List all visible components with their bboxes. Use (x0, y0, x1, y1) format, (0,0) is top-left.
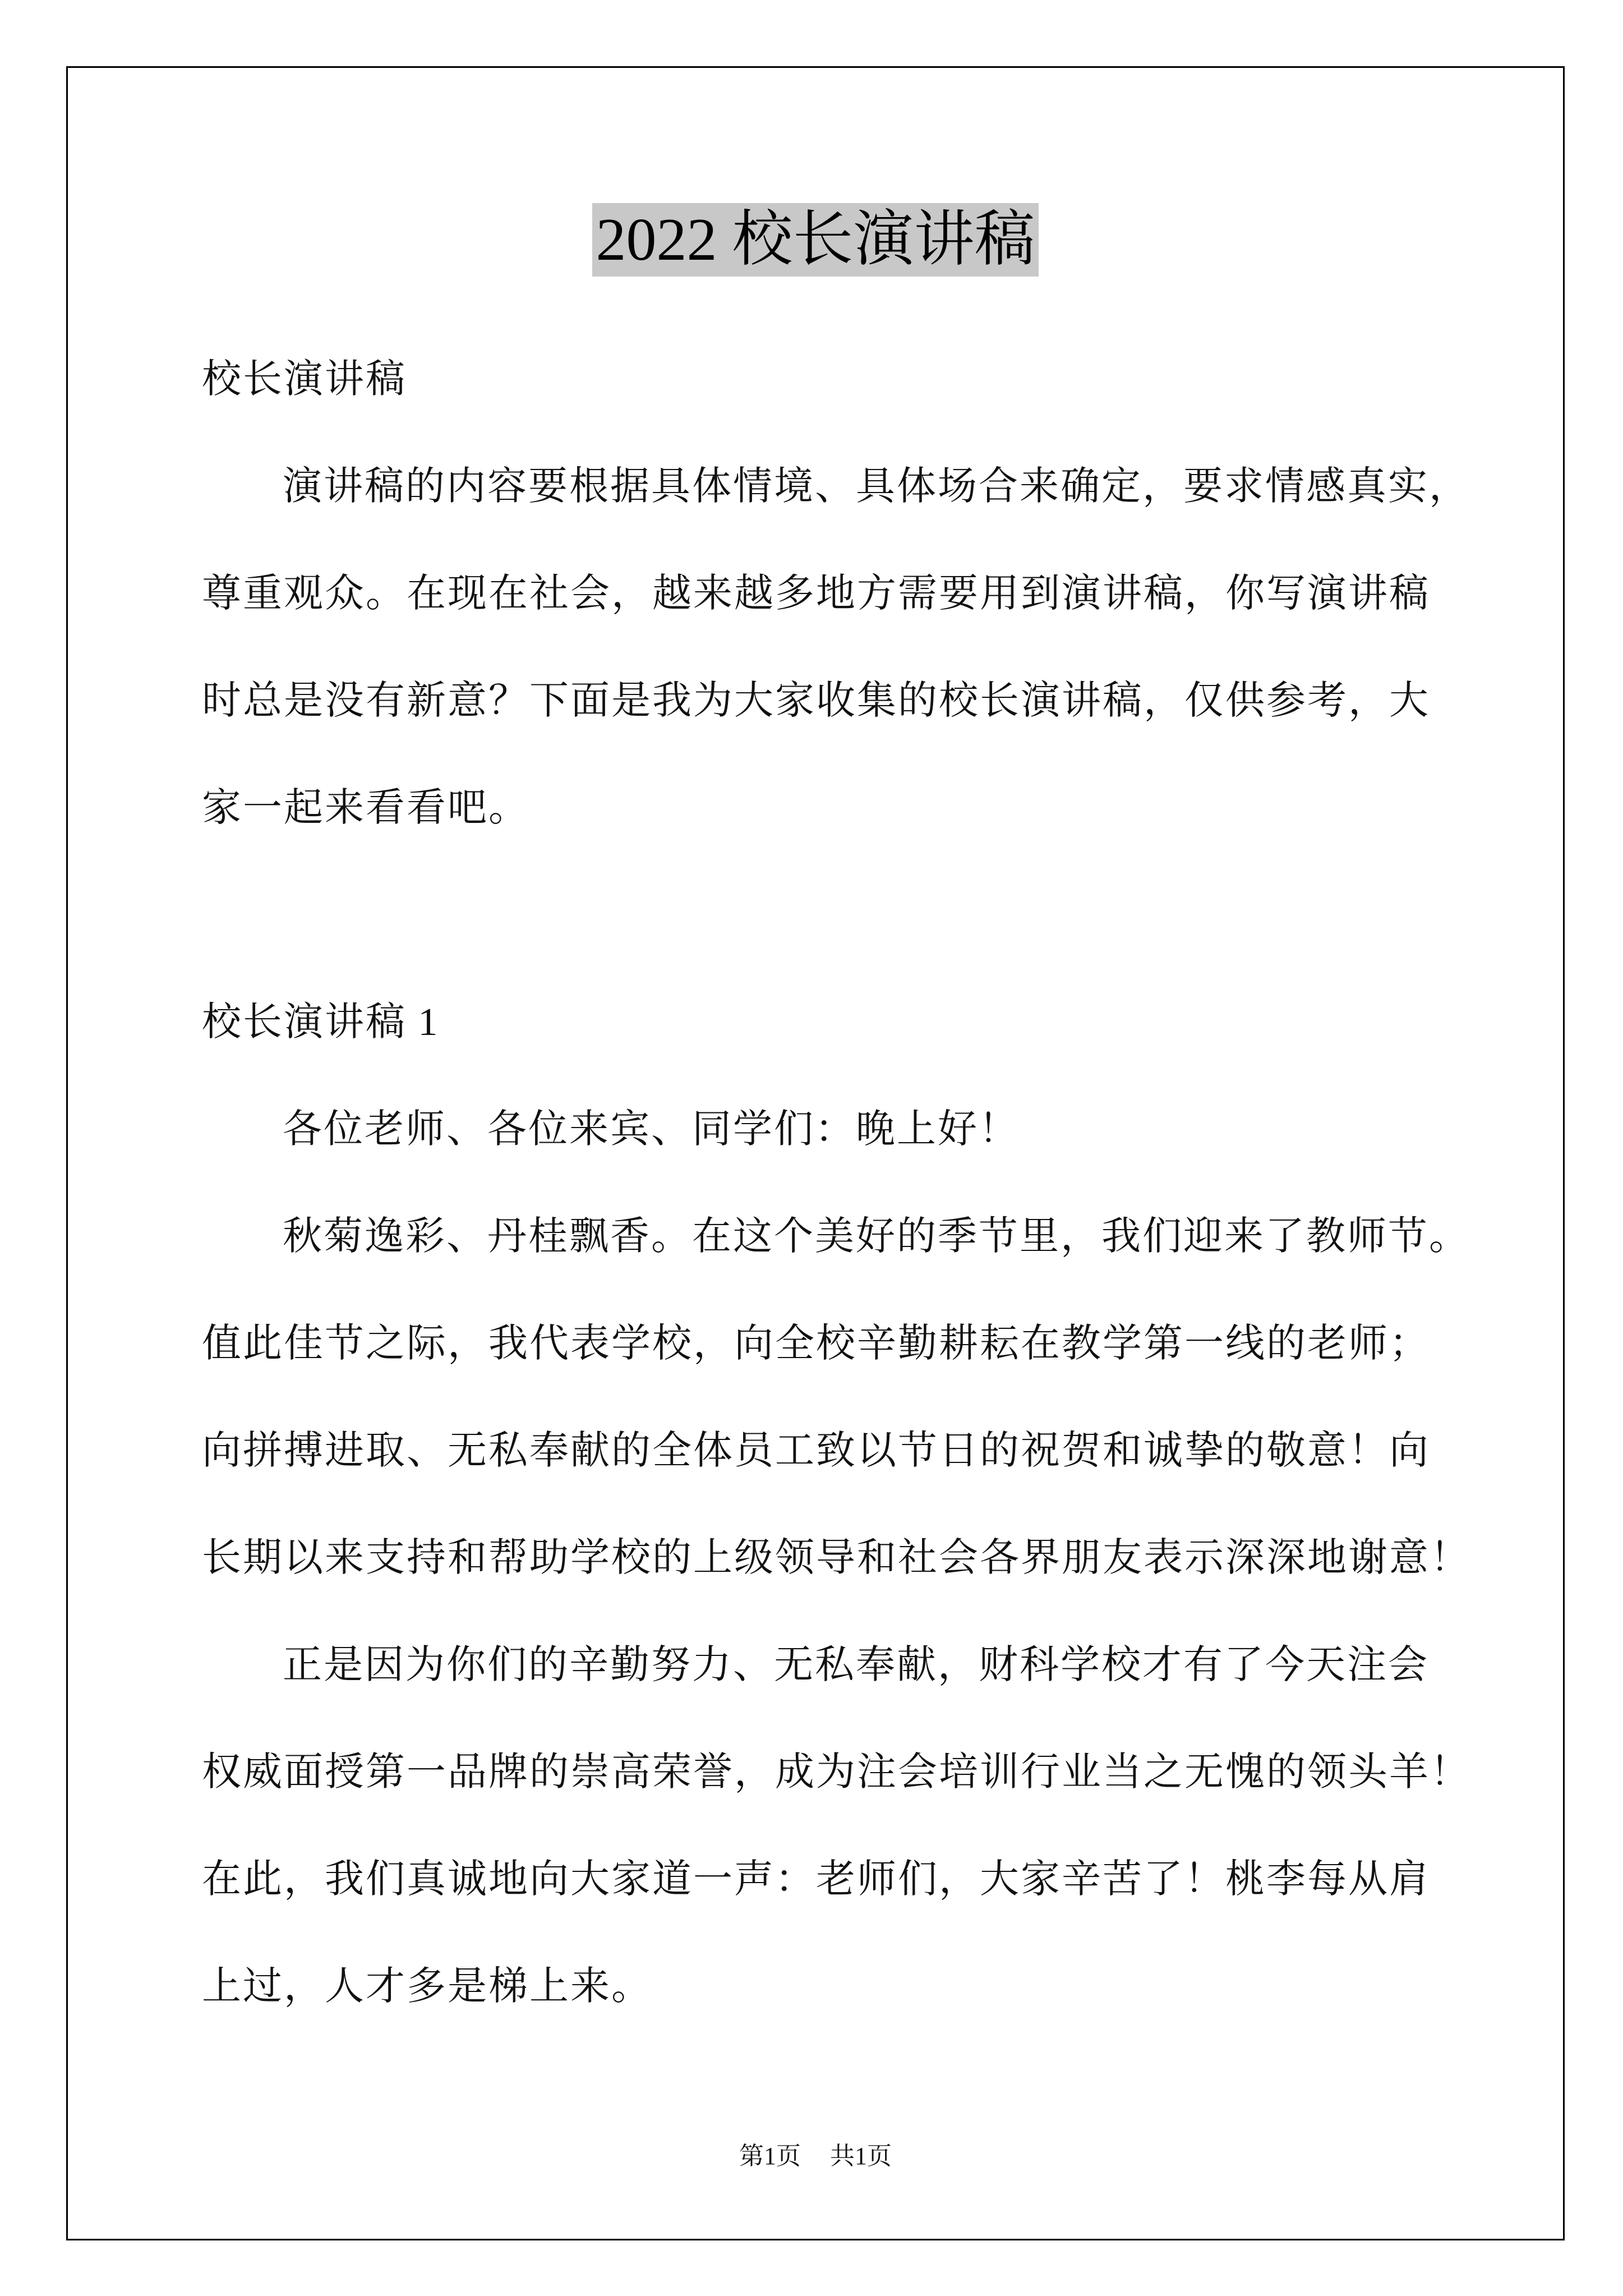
paragraph-line: 秋菊逸彩、丹桂飘香。在这个美好的季节里，我们迎来了教师节。 (283, 1215, 1470, 1258)
paragraph-line: 家一起来看看吧。 (202, 786, 529, 830)
paragraph-line: 值此佳节之际，我代表学校，向全校辛勤耕耘在教学第一线的老师； (202, 1322, 1430, 1365)
paragraph-line: 在此，我们真诚地向大家道一声：老师们，大家辛苦了！桃李每从肩 (202, 1858, 1430, 1901)
page-footer (66, 2142, 1565, 2171)
paragraph-line: 正是因为你们的辛勤努力、无私奉献，财科学校才有了今天注会 (283, 1644, 1429, 1687)
document-body (202, 326, 1492, 2040)
blank-line (202, 862, 1492, 969)
page-number-total: 共1页 (830, 2142, 892, 2170)
paragraph-line: 时总是没有新意？下面是我为大家收集的校长演讲稿，仅供参考，大 (202, 679, 1430, 723)
paragraph-line: 向拼搏进取、无私奉献的全体员工致以节日的祝贺和诚挚的敬意！向 (202, 1429, 1430, 1473)
paragraph-line: 权威面授第一品牌的崇高荣誉，成为注会培训行业当之无愧的领头羊！ (202, 1751, 1471, 1794)
title-container (66, 203, 1565, 277)
section-heading: 校长演讲稿 1 (202, 1001, 440, 1044)
page-number-current: 第1页 (739, 2142, 801, 2170)
document-title: 2022 校长演讲稿 (592, 203, 1038, 277)
paragraph-line: 演讲稿的内容要根据具体情境、具体场合来确定，要求情感真实， (283, 465, 1470, 508)
paragraph-line: 尊重观众。在现在社会，越来越多地方需要用到演讲稿，你写演讲稿 (202, 572, 1430, 615)
greeting-line: 各位老师、各位来宾、同学们：晚上好！ (283, 1108, 1020, 1151)
paragraph-line: 上过，人才多是梯上来。 (202, 1965, 652, 2008)
paragraph-line: 长期以来支持和帮助学校的上级领导和社会各界朋友表示深深地谢意！ (202, 1536, 1471, 1580)
intro-heading: 校长演讲稿 (202, 358, 407, 401)
